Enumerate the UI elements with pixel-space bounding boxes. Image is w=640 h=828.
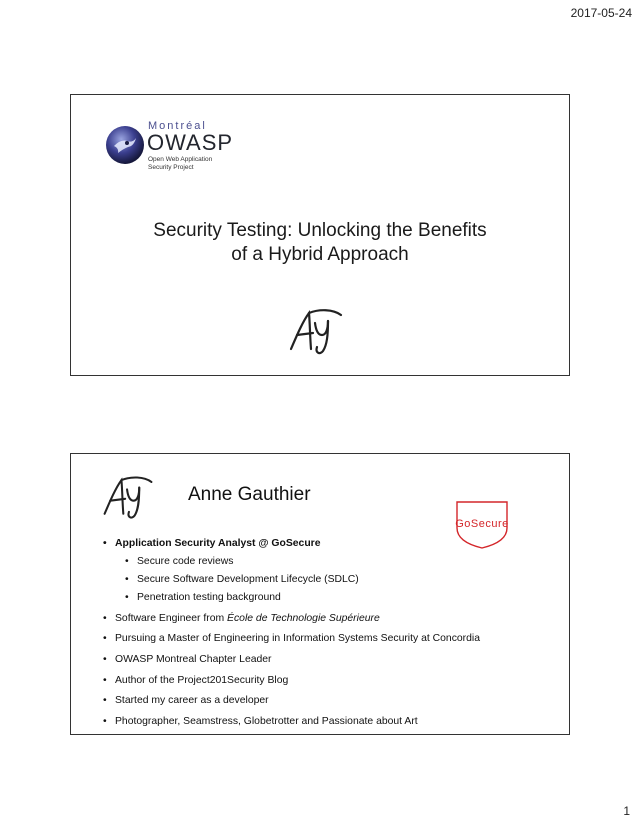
list-item: • Penetration testing background bbox=[125, 591, 480, 604]
list-item: • Photographer, Seamstress, Globetrotter and Passionate about Art bbox=[103, 715, 480, 728]
list-item: • Author of the Project201Security Blog bbox=[103, 674, 480, 687]
list-item bbox=[103, 537, 480, 604]
list-item bbox=[103, 612, 480, 625]
page-date: 2017-05-24 bbox=[570, 6, 632, 20]
monogram-logo bbox=[285, 305, 347, 355]
gosecure-wordmark: GoSecure bbox=[455, 518, 509, 530]
title-line-1: Security Testing: Unlocking the Benefits bbox=[153, 220, 487, 241]
page-number: 1 bbox=[623, 804, 630, 818]
list-item: • Secure code reviews bbox=[125, 555, 480, 568]
title-slide bbox=[70, 94, 570, 376]
role-sub-list bbox=[115, 555, 480, 604]
speaker-name: Anne Gauthier bbox=[188, 484, 311, 505]
list-item: • Secure Software Development Lifecycle (SDLC) bbox=[125, 573, 480, 586]
logo-city: Montréal bbox=[148, 120, 207, 132]
list-item: • Started my career as a developer bbox=[103, 694, 480, 707]
bio-list bbox=[103, 537, 480, 736]
list-item: • Pursuing a Master of Engineering in Information Systems Security at Concordia bbox=[103, 632, 480, 645]
logo-subtitle bbox=[148, 156, 238, 172]
logo-wordmark: OWASP bbox=[147, 130, 234, 155]
role-text: Application Security Analyst @ GoSecure bbox=[115, 538, 321, 549]
list-item: • OWASP Montreal Chapter Leader bbox=[103, 653, 480, 666]
logo-subtitle-line1: Open Web Application bbox=[148, 156, 213, 163]
speaker-slide bbox=[70, 453, 570, 735]
owasp-montreal-logo bbox=[105, 119, 235, 175]
monogram-logo bbox=[99, 472, 157, 520]
engineer-prefix: Software Engineer from bbox=[115, 612, 228, 624]
slide-title bbox=[71, 219, 569, 267]
owasp-globe-icon bbox=[105, 125, 145, 165]
engineer-school: École de Technologie Supérieure bbox=[227, 612, 380, 624]
logo-subtitle-line2: Security Project bbox=[148, 164, 194, 171]
title-line-2: of a Hybrid Approach bbox=[231, 244, 409, 265]
